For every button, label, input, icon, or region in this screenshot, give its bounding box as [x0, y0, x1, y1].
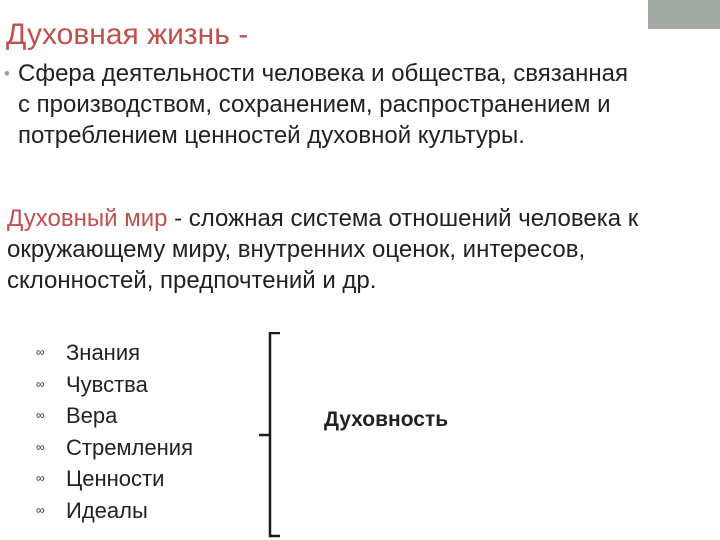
- brace-bracket: [258, 332, 282, 538]
- list-item-label: Идеалы: [66, 497, 148, 523]
- result-label: Духовность: [324, 408, 449, 431]
- list-item: [36, 495, 193, 527]
- spiritual-world-text: - сложная система отношений человека к окружающему миру, внутренних оценок, интересов, склонностей, предпочтений и др.: [7, 205, 639, 294]
- definition-paragraph: [4, 58, 644, 151]
- spiritual-world-paragraph: [7, 203, 667, 296]
- infinity-icon: ∞: [36, 502, 45, 517]
- list-item: [36, 400, 193, 432]
- slide-title: Духовная жизнь -: [6, 18, 249, 51]
- components-list: [36, 337, 193, 527]
- bullet-dot-icon: •: [4, 64, 10, 83]
- list-item: [36, 432, 193, 464]
- infinity-icon: ∞: [36, 408, 45, 423]
- infinity-icon: ∞: [36, 376, 45, 391]
- list-item: [36, 369, 193, 401]
- list-item-label: Ценности: [66, 466, 165, 492]
- spiritual-world-term: Духовный мир: [7, 205, 168, 232]
- list-item-label: Вера: [66, 403, 118, 429]
- definition-text: Сфера деятельности человека и общества, связанная с производством, сохранением, распространением и потреблением ценностей духовной культуры.: [18, 60, 628, 149]
- list-item: [36, 337, 193, 369]
- infinity-icon: ∞: [36, 345, 45, 359]
- list-item-label: Чувства: [66, 371, 148, 397]
- list-item: [36, 463, 193, 495]
- list-item-label: Знания: [66, 340, 141, 365]
- infinity-icon: ∞: [36, 471, 45, 486]
- list-item-label: Стремления: [66, 434, 193, 460]
- infinity-icon: ∞: [36, 439, 45, 454]
- corner-accent-block: [648, 0, 720, 29]
